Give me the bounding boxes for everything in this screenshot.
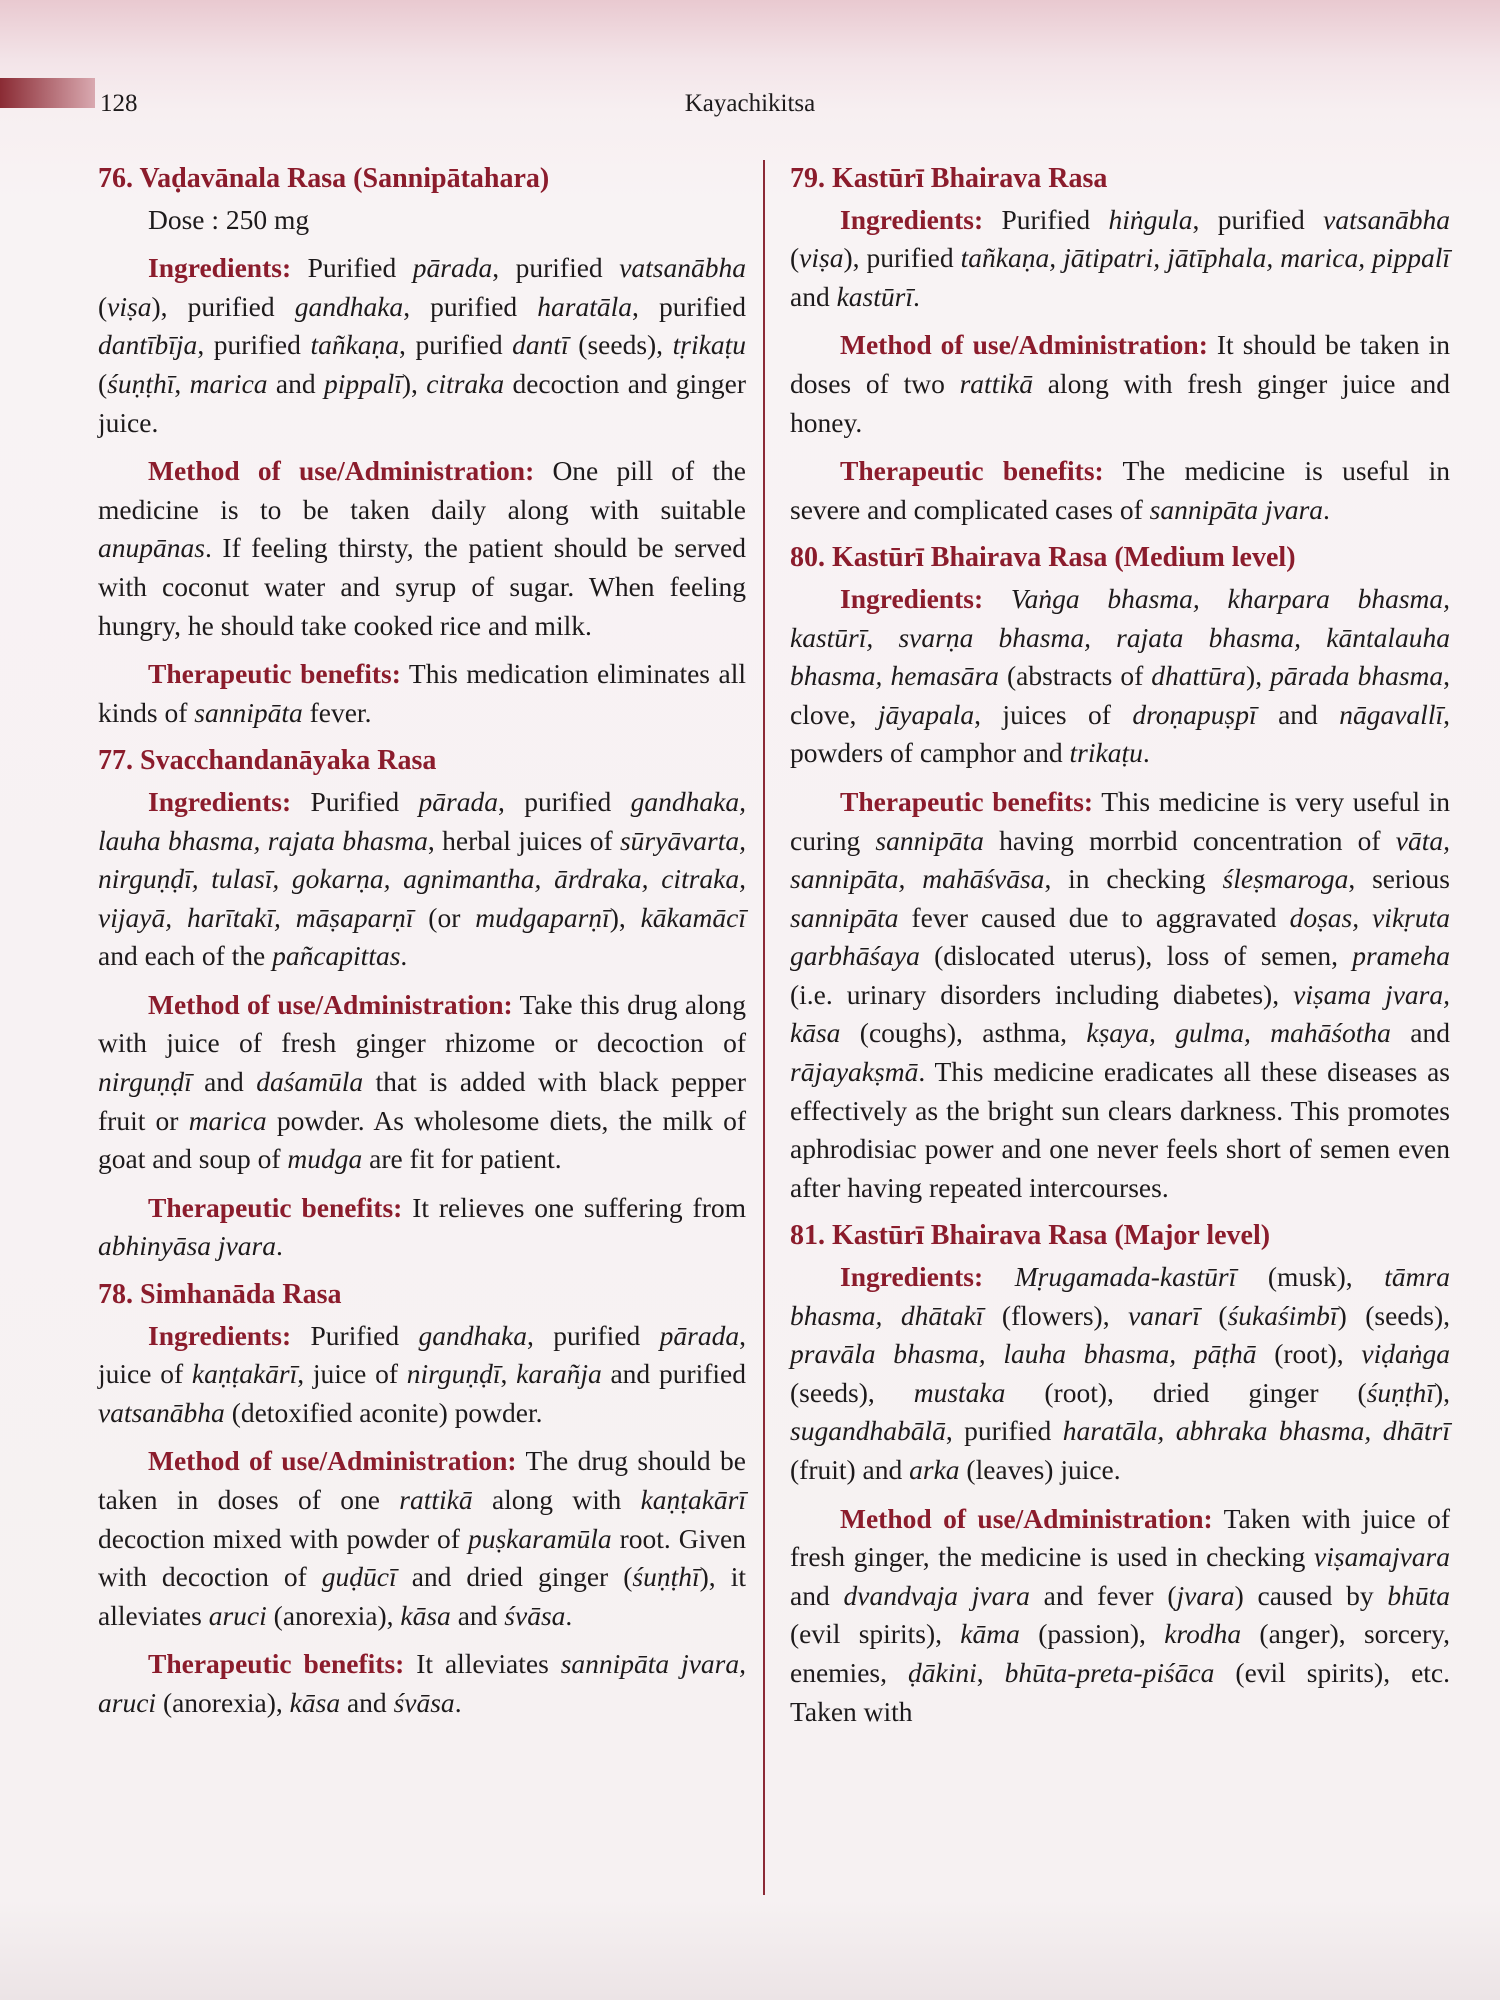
sanskrit-term: tṛikaṭu <box>672 329 746 361</box>
sanskrit-term: sūryāvarta, nirguṇḍī, tulasī, gokarṇa, agnimantha, ārdraka, citraka, vijayā, harītakī, māṣaparṇī <box>98 824 746 933</box>
text-run: and dried ginger ( <box>396 1561 633 1593</box>
sanskrit-term: marica <box>188 1104 267 1136</box>
field-label: Therapeutic benefits: <box>148 1191 403 1223</box>
sanskrit-term: kastūrī <box>836 280 913 312</box>
text-run: , purified <box>399 329 513 361</box>
sanskrit-term: prameha <box>1352 940 1450 972</box>
field-label: Method of use/Administration: <box>840 329 1208 361</box>
text-run: . <box>1142 737 1150 769</box>
sanskrit-term: pañcapittas <box>272 940 401 972</box>
text-run: (anorexia), <box>266 1599 401 1631</box>
sanskrit-term: karañja <box>516 1358 602 1390</box>
sanskrit-term: tāmra bhasma, dhātakī <box>790 1261 1450 1331</box>
text-run: (dislocated uterus), loss of semen, <box>919 940 1353 972</box>
paragraph <box>98 452 746 645</box>
section-heading: 80. Kastūrī Bhairava Rasa (Medium level) <box>790 542 1296 574</box>
paragraph <box>790 452 1450 529</box>
sanskrit-term: gandhaka <box>294 290 404 322</box>
field-label: Therapeutic benefits: <box>840 785 1094 817</box>
text-run: , clove, <box>790 660 1451 730</box>
sanskrit-term: viṣama jvara, kāsa <box>790 978 1450 1049</box>
sanskrit-term: śvāsa <box>393 1686 455 1718</box>
text-run: (seeds), <box>790 1376 914 1408</box>
sanskrit-term: kākamācī <box>640 901 746 933</box>
left-column <box>98 160 746 1733</box>
sanskrit-term: bhūta-preta-piśāca <box>1004 1656 1215 1688</box>
text-run <box>983 1261 1015 1292</box>
text-run: ) (seeds), <box>1337 1299 1450 1331</box>
field-label: Method of use/Administration: <box>148 455 535 487</box>
sanskrit-term: haratāla <box>537 290 632 322</box>
field-label: Ingredients: <box>840 203 984 235</box>
paragraph <box>98 1645 746 1722</box>
text-run: are fit for patient. <box>362 1143 562 1175</box>
sanskrit-term: Mṛugamada-kastūrī <box>1014 1261 1237 1293</box>
sanskrit-term: kāsa <box>400 1599 451 1631</box>
sanskrit-term: śuṇṭhī <box>1366 1376 1434 1408</box>
text-run: (anger), sorcery, enemies, <box>790 1618 1450 1688</box>
paragraph <box>790 326 1450 442</box>
sanskrit-term: dhattūra <box>1151 660 1247 692</box>
paragraph <box>98 986 746 1179</box>
text-run: powder. As wholesome diets, the milk of goat and soup of <box>98 1104 746 1175</box>
sanskrit-term: doṣas, vikṛuta garbhāśaya <box>790 901 1450 972</box>
running-title: Kayachikitsa <box>684 90 816 117</box>
text-run: , purified <box>632 290 746 322</box>
sanskrit-term: sannipāta jvara, aruci <box>98 1648 746 1718</box>
sanskrit-term: viṣa <box>799 242 844 274</box>
sanskrit-term: śuṇṭhī <box>632 1561 700 1593</box>
text-run: (root), <box>1256 1338 1362 1370</box>
text-run: (seeds), <box>568 329 673 361</box>
sanskrit-term: sannipāta jvara <box>1149 493 1324 525</box>
text-run: Take this drug along with juice of fresh ginger rhizome or decoction of <box>98 988 746 1059</box>
paragraph <box>98 249 746 442</box>
sanskrit-term: guḍūcī <box>321 1561 397 1593</box>
text-run: (leaves) juice. <box>959 1454 1121 1485</box>
text-run: (coughs), asthma, <box>840 1017 1087 1049</box>
text-run: One pill of the medicine is to be taken daily along with suitable <box>98 455 746 525</box>
sanskrit-term: puṣkaramūla <box>467 1522 612 1554</box>
text-run: , in checking <box>1044 863 1223 895</box>
text-run: , juice of <box>297 1358 407 1390</box>
text-run: . <box>912 280 920 312</box>
sanskrit-term: sannipāta <box>194 696 303 728</box>
text-run: (detoxified aconite) powder. <box>224 1396 543 1428</box>
text-run: Purified <box>291 252 413 284</box>
sanskrit-term: citraka <box>426 367 505 399</box>
sanskrit-term: gandhaka, lauha bhasma, rajata bhasma <box>98 785 746 856</box>
text-run: Taken with juice of fresh ginger, the medicine is used in checking <box>790 1502 1450 1573</box>
text-run: and <box>1390 1017 1450 1049</box>
sanskrit-term: rājayakṣmā <box>790 1056 919 1088</box>
field-label: Therapeutic benefits: <box>148 658 401 690</box>
paragraph <box>790 783 1450 1208</box>
sanskrit-term: bhūta <box>1387 1579 1450 1611</box>
text-run: and <box>1256 698 1340 730</box>
text-run: and purified <box>601 1358 746 1390</box>
text-run: ), <box>1246 660 1271 692</box>
section-heading: 78. Simhanāda Rasa <box>98 1279 342 1311</box>
sanskrit-term: pārada <box>659 1319 740 1351</box>
sanskrit-term: anupānas <box>98 532 205 564</box>
text-run: and <box>790 1579 844 1611</box>
text-run: fever. <box>302 696 372 728</box>
sanskrit-term: nāgavallī <box>1339 698 1444 730</box>
text-run: ), it alleviates <box>98 1561 746 1631</box>
text-run: , purified <box>526 1319 660 1351</box>
text-run: ), purified <box>151 290 295 322</box>
sanskrit-term: dantī <box>512 329 569 361</box>
right-column <box>790 160 1450 1741</box>
sanskrit-term: viṣamajvara <box>1314 1541 1450 1573</box>
sanskrit-term: droṇapuṣpī <box>1132 698 1257 730</box>
sanskrit-term: abhinyāsa jvara <box>98 1230 276 1262</box>
paragraph <box>98 1442 746 1635</box>
text-run: It should be taken in doses of two <box>790 329 1450 399</box>
text-run: fever caused due to aggravated <box>898 901 1290 933</box>
text-run: ) caused by <box>1234 1579 1388 1611</box>
text-run: (flowers), <box>983 1299 1129 1331</box>
text-run: (evil spirits), etc. Taken with <box>790 1656 1450 1727</box>
sanskrit-term: kāsa <box>289 1686 341 1718</box>
paragraph <box>98 783 746 976</box>
text-run: , purified <box>1192 203 1324 235</box>
text-run: and fever ( <box>1029 1579 1177 1611</box>
sanskrit-term: daśamūla <box>256 1066 364 1098</box>
text-run: The medicine is useful in severe and complicated cases of <box>790 455 1450 525</box>
sanskrit-term: rattikā <box>959 367 1033 399</box>
text-run: . If feeling thirsty, the patient should be served with coconut water and syrup of sugar. When feeling hungry, he should take cooked rice and milk. <box>98 532 746 641</box>
sanskrit-term: jāyapala <box>877 698 975 730</box>
text-run: It relieves one suffering from <box>402 1191 746 1223</box>
sanskrit-term: pippalī <box>323 367 402 399</box>
sanskrit-term: pravāla bhasma, lauha bhasma, pāṭhā <box>790 1338 1257 1370</box>
text-run: ( <box>790 242 800 274</box>
text-run: , purified <box>497 785 631 817</box>
text-run: , purified <box>197 329 311 361</box>
text-run: and <box>790 280 837 312</box>
sanskrit-term: hiṅgula <box>1108 203 1193 235</box>
sanskrit-term: mudgaparṇī <box>475 901 610 933</box>
sanskrit-term: gandhaka <box>418 1319 527 1351</box>
text-run: and <box>267 367 324 399</box>
paragraph <box>98 1317 746 1433</box>
text-run: , serious <box>1348 863 1450 895</box>
sanskrit-term: trikaṭu <box>1069 737 1143 769</box>
text-run: and <box>191 1066 257 1098</box>
sanskrit-term: dvandvaja jvara <box>843 1579 1030 1611</box>
text-run: and <box>450 1599 505 1631</box>
paragraph <box>790 1500 1450 1732</box>
text-run: . <box>1323 493 1330 525</box>
paragraph <box>790 201 1450 317</box>
column-divider <box>763 160 765 1895</box>
text-run: , purified <box>492 252 620 284</box>
paragraph <box>790 1258 1450 1490</box>
text-run: Dose : 250 mg <box>148 203 310 235</box>
field-label: Ingredients: <box>840 582 984 614</box>
field-label: Therapeutic benefits: <box>840 455 1104 487</box>
sanskrit-term: śleṣmaroga <box>1222 863 1349 895</box>
sanskrit-term: dantībīja <box>98 329 198 361</box>
text-run: Purified <box>983 203 1109 235</box>
sanskrit-term: ḍākini <box>907 1656 977 1688</box>
text-run: , <box>174 367 190 399</box>
sanskrit-term: mudga <box>287 1143 363 1175</box>
text-run: along with <box>472 1484 641 1515</box>
text-run: , <box>976 1656 1005 1688</box>
text-run: (fruit) and <box>790 1454 910 1485</box>
sanskrit-term: pārada <box>418 785 498 817</box>
text-run: This medication eliminates all kinds of <box>98 658 746 728</box>
text-run: Purified <box>291 1319 419 1351</box>
text-run: root. Given with decoction of <box>98 1522 746 1593</box>
sanskrit-term: kāma <box>960 1618 1020 1650</box>
text-run: and <box>340 1686 394 1718</box>
sanskrit-term: pārada bhasma <box>1270 660 1444 692</box>
text-run: , juices of <box>974 698 1133 730</box>
text-run: that is added with black pepper fruit or <box>98 1066 746 1136</box>
page-number: 128 <box>100 90 138 117</box>
field-label: Ingredients: <box>840 1261 984 1293</box>
text-run: , powders of camphor and <box>790 698 1450 769</box>
sanskrit-term: nirguṇḍī <box>406 1358 501 1390</box>
text-run: This medicine is very useful in curing <box>790 785 1450 856</box>
field-label: Therapeutic benefits: <box>148 1648 405 1680</box>
paragraph <box>790 580 1450 773</box>
field-label: Ingredients: <box>148 252 292 284</box>
text-run: ( <box>1199 1299 1228 1331</box>
section-heading: 81. Kastūrī Bhairava Rasa (Major level) <box>790 1220 1271 1252</box>
text-run: (passion), <box>1019 1618 1165 1650</box>
text-run: It alleviates <box>404 1648 561 1680</box>
sanskrit-term: arka <box>909 1454 960 1485</box>
text-run: , <box>500 1358 517 1390</box>
sanskrit-term: vāta, sannipāta, mahāśvāsa <box>790 824 1450 895</box>
field-label: Ingredients: <box>148 1319 292 1351</box>
sanskrit-term: śvāsa <box>504 1599 566 1631</box>
field-label: Method of use/Administration: <box>148 1445 517 1477</box>
sanskrit-term: tañkaṇa <box>310 329 400 361</box>
sanskrit-term: viṣa <box>107 290 152 322</box>
sanskrit-term: vatsanābha <box>98 1396 225 1428</box>
sanskrit-term: viḍaṅga <box>1361 1338 1450 1370</box>
text-run: Purified <box>291 785 419 817</box>
text-run: . This medicine eradicates all these diseases as effectively as the bright sun clears darkness. This promotes aphrodisiac power and one never feels short of semen even after having repeated intercourses. <box>790 1056 1450 1203</box>
sanskrit-term: śukaśimbī <box>1227 1299 1338 1331</box>
text-run: (anorexia), <box>156 1686 290 1718</box>
text-run <box>983 583 1011 614</box>
text-run: ( <box>98 367 108 399</box>
sanskrit-term: sannipāta <box>790 901 899 933</box>
text-run: ), <box>609 901 641 933</box>
text-run: ( <box>98 290 108 322</box>
text-run: (or <box>413 901 476 933</box>
text-run: . <box>565 1599 573 1631</box>
sanskrit-term: haratāla, abhraka bhasma, dhātrī <box>1062 1415 1450 1447</box>
section-heading: 77. Svacchandanāyaka Rasa <box>98 745 437 777</box>
text-run: along with fresh ginger juice and honey. <box>790 367 1450 438</box>
sanskrit-term: kṣaya, gulma, mahāśotha <box>1086 1017 1391 1049</box>
paragraph <box>98 201 746 240</box>
section-heading: 76. Vaḍavānala Rasa (Sannipātahara) <box>98 163 550 194</box>
sanskrit-term: kaṇṭakārī <box>191 1358 298 1390</box>
field-label: Method of use/Administration: <box>148 988 513 1020</box>
text-run: (evil spirits), <box>790 1618 961 1650</box>
field-label: Method of use/Administration: <box>840 1502 1213 1534</box>
sanskrit-term: vatsanābha <box>619 252 746 284</box>
sanskrit-term: pārada <box>412 252 493 284</box>
text-run: , purified <box>403 290 538 322</box>
text-run: The drug should be taken in doses of one <box>98 1445 746 1515</box>
text-run: having morrbid concentration of <box>983 824 1396 856</box>
text-run: (i.e. urinary disorders including diabetes), <box>790 978 1294 1010</box>
sanskrit-term: rattikā <box>399 1484 473 1515</box>
text-run: ), <box>1433 1376 1450 1408</box>
text-run: (root), dried ginger ( <box>1005 1376 1367 1408</box>
text-run: , juice of <box>98 1319 746 1390</box>
sanskrit-term: Vaṅga bhasma, kharpara bhasma, kastūrī, svarṇa bhasma, rajata bhasma, kāntalauha bhasma, hemasāra <box>790 582 1451 692</box>
sanskrit-term: sugandhabālā <box>790 1415 946 1447</box>
sanskrit-term: śuṇṭhī <box>107 367 175 399</box>
paragraph <box>98 655 746 732</box>
section-heading: 79. Kastūrī Bhairava Rasa <box>790 163 1108 194</box>
text-run: ), <box>401 367 427 399</box>
sanskrit-term: marica <box>189 367 268 399</box>
sanskrit-term: nirguṇḍī <box>98 1066 192 1098</box>
text-run: (abstracts of <box>998 660 1152 692</box>
text-run: , purified <box>945 1415 1063 1447</box>
sanskrit-term: krodha <box>1164 1618 1242 1650</box>
sanskrit-term: kaṇṭakārī <box>640 1484 746 1515</box>
text-run: , herbal juices of <box>427 824 620 856</box>
sanskrit-term: vatsanābha <box>1323 203 1450 235</box>
sanskrit-term: jvara <box>1176 1579 1235 1611</box>
sanskrit-term: sannipāta <box>875 824 984 856</box>
text-run: (musk), <box>1236 1261 1385 1293</box>
sanskrit-term: tañkaṇa, jātipatri, jātīphala, marica, pippalī <box>960 242 1451 274</box>
sanskrit-term: vanarī <box>1128 1299 1200 1331</box>
text-run: decoction and ginger juice. <box>98 367 747 438</box>
text-run: ), purified <box>843 242 961 274</box>
sanskrit-term: aruci <box>208 1599 267 1631</box>
field-label: Ingredients: <box>148 785 292 817</box>
text-run: and each of the <box>98 940 273 972</box>
text-run: decoction mixed with powder of <box>98 1522 468 1554</box>
paragraph <box>98 1189 746 1266</box>
sanskrit-term: mustaka <box>913 1376 1006 1408</box>
text-run: . <box>275 1230 283 1262</box>
text-run: . <box>454 1686 462 1718</box>
text-run: . <box>400 940 408 972</box>
